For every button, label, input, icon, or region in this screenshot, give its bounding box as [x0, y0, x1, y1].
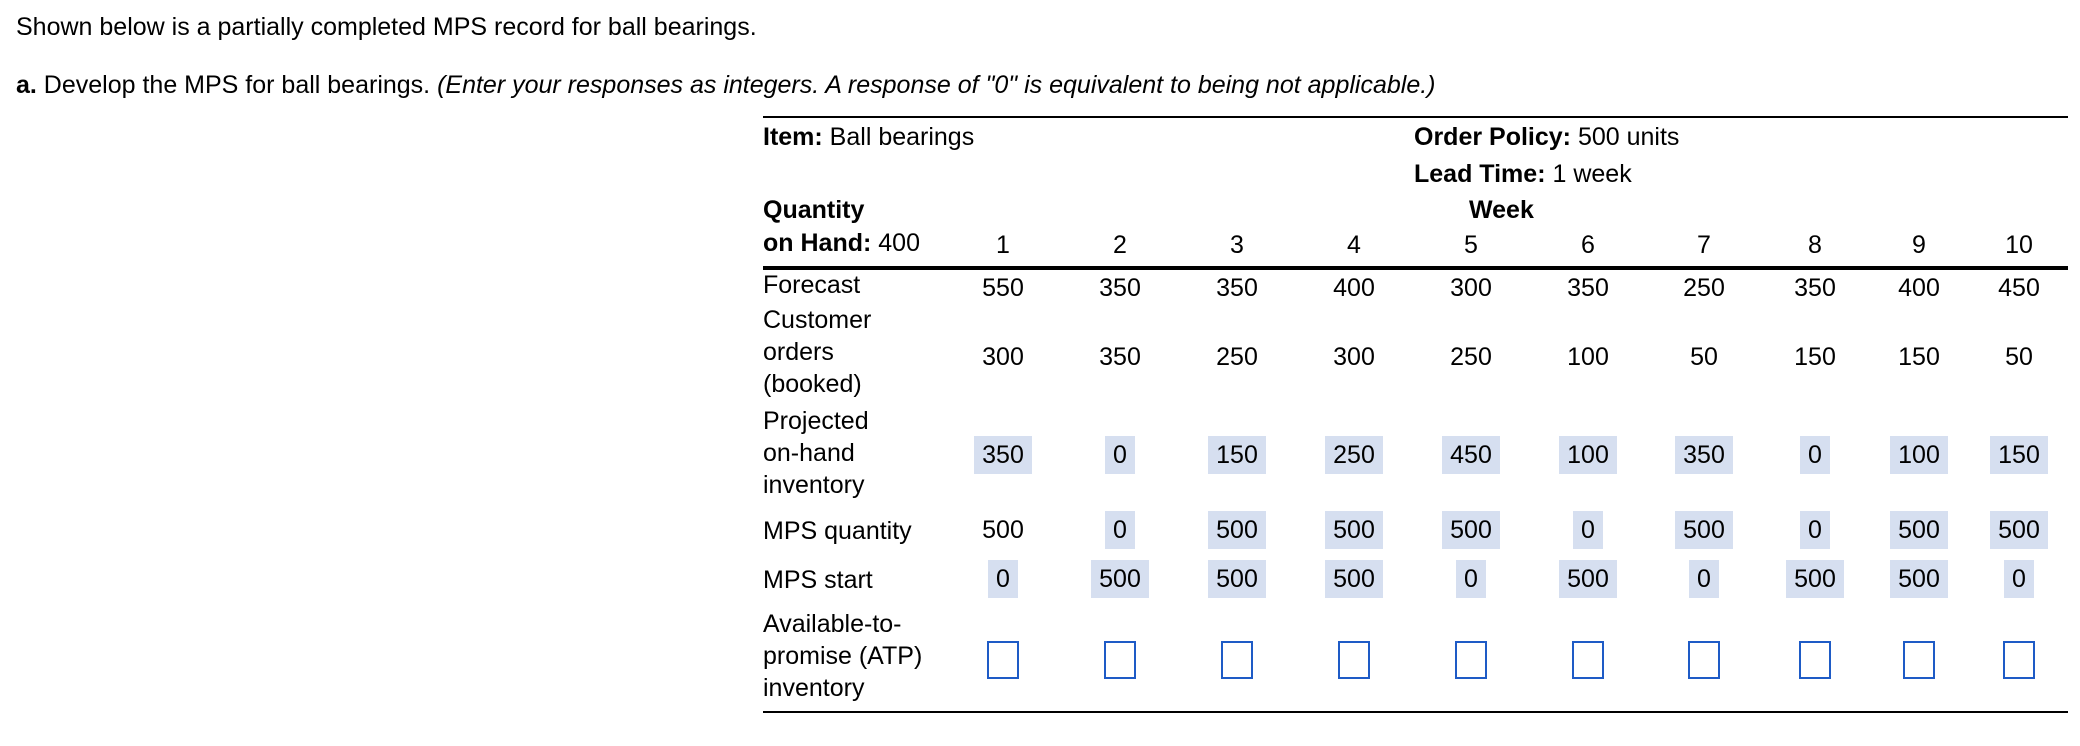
- forecast-cell: 400: [1898, 274, 1940, 302]
- customer_orders-cell: 150: [1898, 343, 1940, 371]
- mps_start-row-label: MPS start: [763, 566, 873, 594]
- mps_quantity-cell[interactable]: 500: [1426, 511, 1516, 549]
- projected_on_hand-row-label: on-hand: [763, 439, 855, 467]
- forecast-cell: 300: [1450, 274, 1492, 302]
- projected_on_hand-cell[interactable]: 100: [1543, 436, 1633, 474]
- mps_start-cell[interactable]: 0: [1426, 560, 1516, 598]
- customer_orders-cell: 350: [1099, 343, 1141, 371]
- week-column-header: 5: [1464, 231, 1478, 259]
- qoh-label-part1: Quantity: [763, 196, 865, 224]
- customer_orders-row-label: (booked): [763, 370, 862, 398]
- order-policy-value: 500 units: [1571, 123, 1680, 151]
- projected_on_hand-cell[interactable]: 350: [1659, 436, 1749, 474]
- atp-input[interactable]: [1455, 641, 1487, 679]
- lead-time-value: 1 week: [1545, 160, 1632, 188]
- projected_on_hand-row-label: inventory: [763, 471, 865, 499]
- projected_on_hand-cell[interactable]: 250: [1309, 436, 1399, 474]
- week-column-header: 7: [1697, 231, 1711, 259]
- question-instruction: (Enter your responses as integers. A response of "0" is equivalent to being not applicable.): [437, 71, 1436, 99]
- mps_start-cell[interactable]: 500: [1770, 560, 1860, 598]
- forecast-cell: 450: [1998, 274, 2040, 302]
- week-column-header: 1: [996, 231, 1010, 259]
- forecast-cell: 350: [1099, 274, 1141, 302]
- mps_start-cell[interactable]: 500: [1192, 560, 1282, 598]
- atp-input[interactable]: [1338, 641, 1370, 679]
- mps_start-cell[interactable]: 500: [1075, 560, 1165, 598]
- week-heading: Week: [1469, 196, 1534, 224]
- mps_start-cell[interactable]: 0: [958, 560, 1048, 598]
- atp-input[interactable]: [987, 641, 1019, 679]
- atp-input[interactable]: [1221, 641, 1253, 679]
- projected_on_hand-cell[interactable]: 0: [1075, 436, 1165, 474]
- forecast-row-label: Forecast: [763, 271, 861, 299]
- projected_on_hand-cell[interactable]: 150: [1192, 436, 1282, 474]
- forecast-cell: 400: [1333, 274, 1375, 302]
- atp-row-label: inventory: [763, 674, 865, 702]
- forecast-cell: 250: [1683, 274, 1725, 302]
- projected_on_hand-cell[interactable]: 100: [1874, 436, 1964, 474]
- atp-input[interactable]: [1104, 641, 1136, 679]
- customer_orders-cell: 150: [1794, 343, 1836, 371]
- item-label: Item:: [763, 123, 823, 151]
- mps_quantity-cell: 500: [982, 516, 1024, 544]
- customer_orders-cell: 300: [982, 343, 1024, 371]
- mps_start-cell[interactable]: 500: [1309, 560, 1399, 598]
- question-text: [16, 70, 1436, 100]
- item-value: Ball bearings: [822, 123, 975, 151]
- qoh-value: 400: [871, 229, 920, 257]
- projected_on_hand-cell[interactable]: 150: [1974, 436, 2064, 474]
- question-body: Develop the MPS for ball bearings.: [36, 71, 438, 99]
- customer_orders-row-label: Customer: [763, 306, 872, 334]
- week-column-header: 3: [1230, 231, 1244, 259]
- week-column-header: 6: [1581, 231, 1595, 259]
- atp-input[interactable]: [1688, 641, 1720, 679]
- week-column-header: 10: [2005, 231, 2033, 259]
- atp-row-label: Available-to-: [763, 610, 902, 638]
- mps_quantity-cell[interactable]: 500: [1309, 511, 1399, 549]
- lead-time-line: [1414, 159, 1632, 189]
- projected_on_hand-cell[interactable]: 450: [1426, 436, 1516, 474]
- lead-time-label: Lead Time:: [1414, 160, 1546, 188]
- forecast-cell: 350: [1216, 274, 1258, 302]
- forecast-cell: 350: [1794, 274, 1836, 302]
- mps_start-cell[interactable]: 0: [1659, 560, 1749, 598]
- intro-text: Shown below is a partially completed MPS record for ball bearings.: [16, 13, 757, 41]
- mps_quantity-cell[interactable]: 0: [1075, 511, 1165, 549]
- forecast-cell: 550: [982, 274, 1024, 302]
- customer_orders-cell: 50: [1690, 343, 1718, 371]
- order-policy-line: [1414, 122, 1679, 152]
- mps_start-cell[interactable]: 0: [1974, 560, 2064, 598]
- qoh-label-line2: [763, 228, 920, 258]
- mps_quantity-cell[interactable]: 500: [1659, 511, 1749, 549]
- week-column-header: 8: [1808, 231, 1822, 259]
- customer_orders-cell: 300: [1333, 343, 1375, 371]
- projected_on_hand-cell[interactable]: 350: [958, 436, 1048, 474]
- order-policy-label: Order Policy:: [1414, 123, 1571, 151]
- question-label: a.: [16, 71, 37, 99]
- projected_on_hand-cell[interactable]: 0: [1770, 436, 1860, 474]
- mps_start-cell[interactable]: 500: [1874, 560, 1964, 598]
- mps_quantity-cell[interactable]: 500: [1974, 511, 2064, 549]
- mps_quantity-cell[interactable]: 500: [1874, 511, 1964, 549]
- atp-input[interactable]: [2003, 641, 2035, 679]
- atp-input[interactable]: [1903, 641, 1935, 679]
- mps_quantity-cell[interactable]: 500: [1192, 511, 1282, 549]
- mps_quantity-row-label: MPS quantity: [763, 517, 912, 545]
- customer_orders-row-label: orders: [763, 338, 834, 366]
- week-column-header: 2: [1113, 231, 1127, 259]
- mps_start-cell[interactable]: 500: [1543, 560, 1633, 598]
- qoh-label-line1: [763, 195, 864, 225]
- mps_quantity-cell[interactable]: 0: [1770, 511, 1860, 549]
- qoh-label-part2: on Hand:: [763, 229, 872, 257]
- customer_orders-cell: 100: [1567, 343, 1609, 371]
- mps_quantity-cell[interactable]: 0: [1543, 511, 1633, 549]
- week-column-header: 4: [1347, 231, 1361, 259]
- projected_on_hand-row-label: Projected: [763, 407, 869, 435]
- mps-record-table: [763, 116, 2068, 713]
- customer_orders-cell: 250: [1450, 343, 1492, 371]
- atp-input[interactable]: [1572, 641, 1604, 679]
- customer_orders-cell: 250: [1216, 343, 1258, 371]
- forecast-cell: 350: [1567, 274, 1609, 302]
- item-line: [763, 122, 974, 152]
- atp-input[interactable]: [1799, 641, 1831, 679]
- atp-row-label: promise (ATP): [763, 642, 923, 670]
- week-column-header: 9: [1912, 231, 1926, 259]
- customer_orders-cell: 50: [2005, 343, 2033, 371]
